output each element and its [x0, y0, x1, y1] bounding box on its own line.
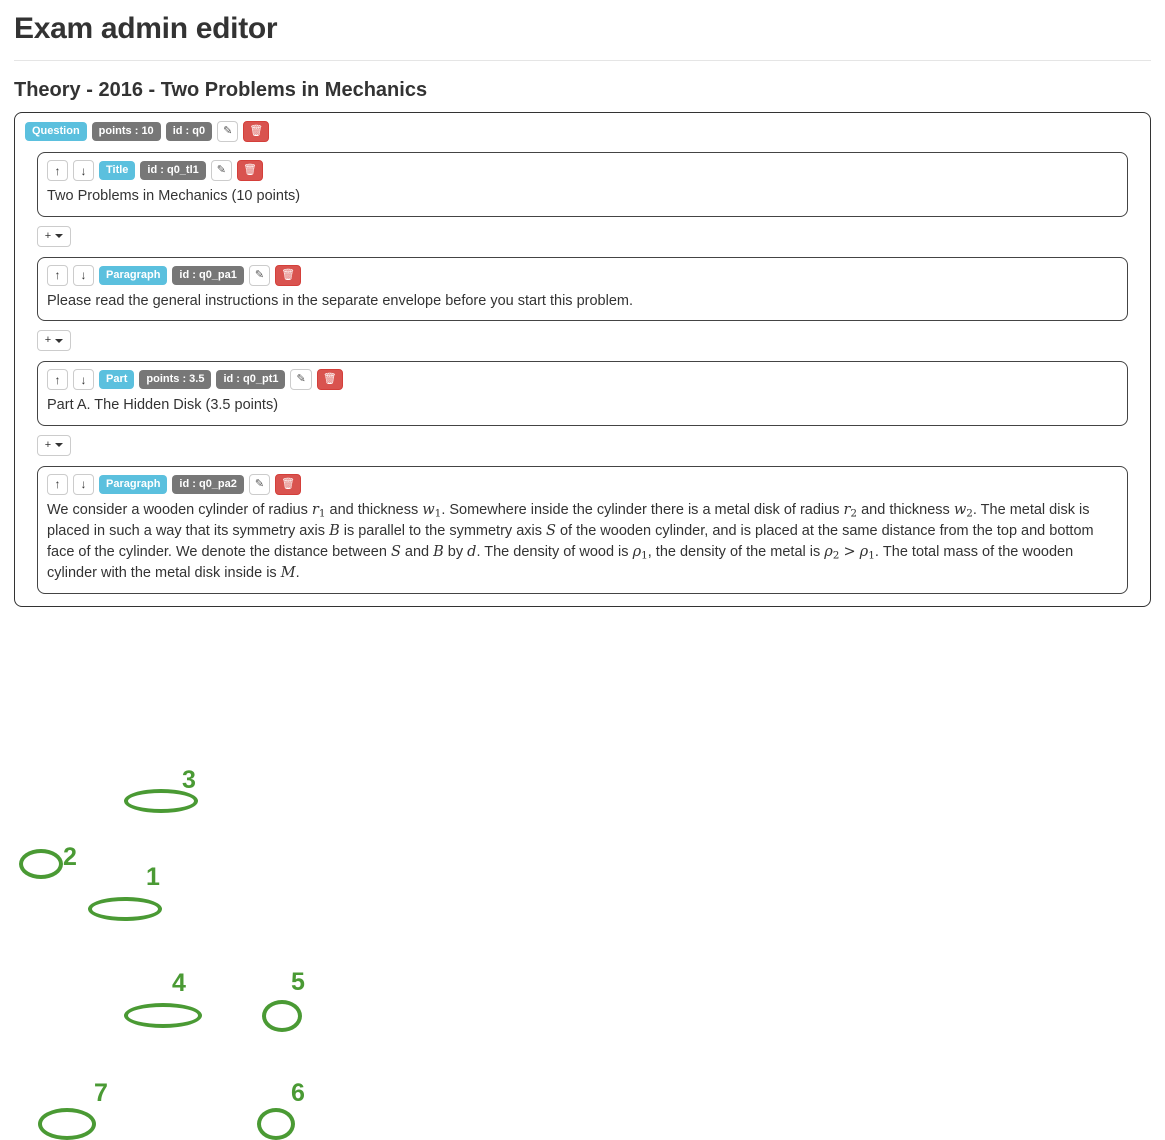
add-block-row-2 [37, 330, 1140, 351]
plus-icon: + [44, 334, 52, 347]
chevron-down-icon [55, 339, 63, 343]
title-divider [14, 60, 1151, 61]
move-up-button[interactable]: ↑ [47, 369, 68, 390]
block-delete-button[interactable]: 🗑 [237, 160, 263, 181]
annotation-number: 3 [182, 765, 196, 794]
block-id-badge: id : q0_pt1 [216, 370, 285, 389]
question-delete-button[interactable]: 🗑 [243, 121, 269, 142]
annotation-number: 2 [63, 842, 77, 871]
add-block-button[interactable] [37, 226, 71, 247]
block-edit-button[interactable]: ✎ [211, 160, 232, 181]
block-type-badge: Paragraph [99, 475, 167, 494]
annotation-number: 4 [172, 968, 186, 997]
chevron-down-icon [55, 234, 63, 238]
block-points-badge: points : 3.5 [139, 370, 211, 389]
block-toolbar [47, 474, 1118, 495]
block-delete-button[interactable]: 🗑 [275, 474, 301, 495]
question-container [14, 112, 1151, 607]
block-wrapper-paragraph-2 [37, 466, 1128, 594]
block-part [37, 361, 1128, 426]
block-edit-button[interactable]: ✎ [249, 474, 270, 495]
block-text: Please read the general instructions in the separate envelope before you start this problem. [47, 292, 633, 309]
move-down-button[interactable]: ↓ [73, 160, 94, 181]
annotation-number: 7 [94, 1078, 108, 1107]
move-up-button[interactable]: ↑ [47, 474, 68, 495]
block-wrapper-paragraph-1 [37, 257, 1128, 322]
move-up-button[interactable]: ↑ [47, 160, 68, 181]
question-points-badge: points : 10 [92, 122, 161, 141]
block-text-math: We consider a wooden cylinder of radius r1 and thickness w1. Somewhere inside the cylinder there is a metal disk of radius r2 and thickness w2. The metal disk is placed in such a way that its symmetry axis B is parallel to the symmetry axis S of the wooden cylinder, and is placed at the same distance from the top and bottom face of the cylinder. We denote the distance between S and B by d. The density of wood is ρ1, the density of the metal is ρ2 > ρ1. The total mass of the wooden cylinder with the metal disk inside is M. [47, 501, 1094, 582]
block-delete-button[interactable]: 🗑 [275, 265, 301, 286]
block-type-badge: Title [99, 161, 135, 180]
annotation-number: 5 [291, 967, 305, 996]
block-id-badge: id : q0_pa2 [172, 475, 243, 494]
move-up-button[interactable]: ↑ [47, 265, 68, 286]
plus-icon: + [44, 229, 52, 242]
block-id-badge: id : q0_tl1 [140, 161, 205, 180]
block-wrapper-part [37, 361, 1128, 426]
move-down-button[interactable]: ↓ [73, 474, 94, 495]
block-type-badge: Part [99, 370, 134, 389]
add-block-row-1 [37, 226, 1140, 247]
add-block-button[interactable] [37, 330, 71, 351]
annotation-number: 6 [291, 1078, 305, 1107]
add-block-row-3 [37, 435, 1140, 456]
block-delete-button[interactable]: 🗑 [317, 369, 343, 390]
block-type-badge: Paragraph [99, 266, 167, 285]
move-down-button[interactable]: ↓ [73, 265, 94, 286]
page-title: Exam admin editor [14, 12, 278, 45]
editor-page [0, 12, 1165, 1107]
chevron-down-icon [55, 443, 63, 447]
question-edit-button[interactable]: ✎ [217, 121, 238, 142]
exam-heading: Theory - 2016 - Two Problems in Mechanics [14, 79, 428, 101]
block-paragraph-1 [37, 257, 1128, 322]
block-edit-button[interactable]: ✎ [290, 369, 311, 390]
add-block-button[interactable] [37, 435, 71, 456]
block-toolbar [47, 160, 1118, 181]
block-title [37, 152, 1128, 217]
block-text: Two Problems in Mechanics (10 points) [47, 188, 301, 204]
move-down-button[interactable]: ↓ [73, 369, 94, 390]
block-toolbar [47, 265, 1118, 286]
block-wrapper-title [37, 152, 1128, 217]
block-id-badge: id : q0_pa1 [172, 266, 243, 285]
question-id-badge: id : q0 [166, 122, 212, 141]
block-text: Part A. The Hidden Disk (3.5 points) [47, 397, 279, 414]
question-header [25, 121, 1140, 142]
block-paragraph-2 [37, 466, 1128, 594]
plus-icon: + [44, 438, 52, 451]
question-type-badge: Question [25, 122, 87, 141]
block-edit-button[interactable]: ✎ [249, 265, 270, 286]
block-toolbar [47, 369, 1118, 390]
annotation-number: 1 [146, 862, 160, 891]
